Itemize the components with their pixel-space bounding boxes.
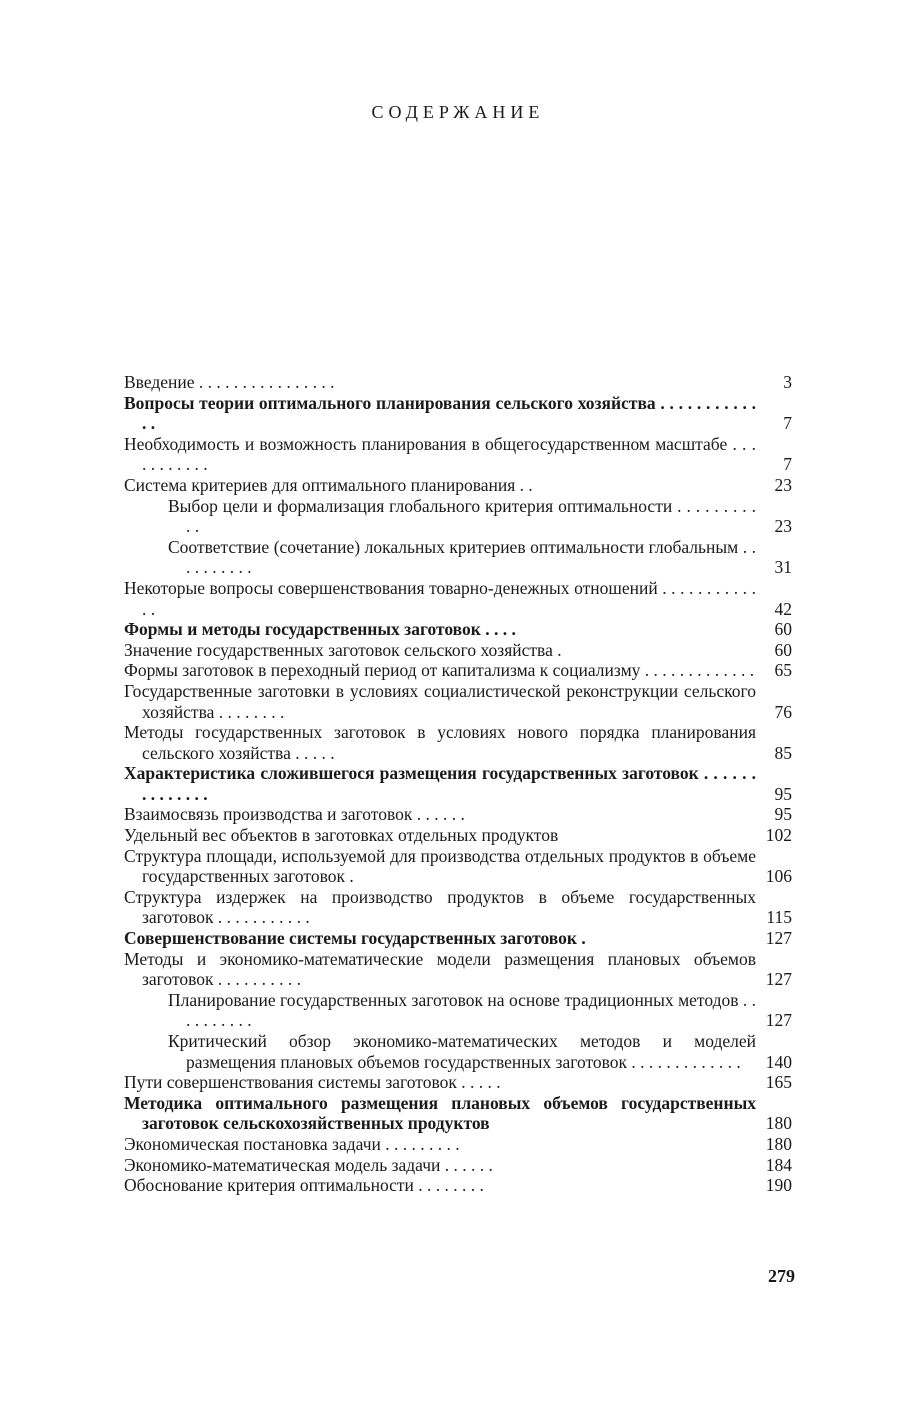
page-title: СОДЕРЖАНИЕ [371,102,545,122]
toc-entry-page: 140 [765,1051,792,1072]
toc-entry-title: Выбор цели и формализация глобального критерия оптимальности . . . . . . . . . . . [168,495,756,537]
toc-entry-title: Формы заготовок в переходный период от капитализма к социализму . . . . . . . . . . . . . [124,660,755,681]
toc-entry-page: 102 [765,825,792,846]
toc-entry-page: 85 [774,742,792,763]
toc-entry [124,887,792,928]
toc-entry-title: Методы и экономико-математические модели размещения плановых объемов заготовок . . . . . . . . . . [124,948,756,990]
toc-entry-title: Необходимость и возможность планирования в общегосударственном масштабе . . . . . . . . . . . [124,433,756,475]
toc-entry [124,1155,792,1176]
toc-entry-title: Совершенствование системы государственных заготовок . [124,928,586,949]
toc-entry [124,846,792,887]
toc-entry-page: 23 [774,474,792,495]
toc-entry [124,681,792,722]
toc-entry-title: Экономическая постановка задачи . . . . . . . . . [124,1133,460,1154]
toc-entry-title: Соответствие (сочетание) локальных критериев оптимальности глобальным . . . . . . . . . . [168,536,756,578]
toc-entry [124,1093,792,1134]
toc-entry-title: Государственные заготовки в условиях социалистической реконструкции сельского хозяйства . . . . . . . . [124,680,756,722]
toc-entry-title: Формы и методы государственных заготовок . . . . [124,619,516,640]
toc-entry [124,825,792,846]
toc-entry-page: 3 [783,372,792,392]
toc-entry-page: 60 [774,639,792,660]
toc-entry-title: Методы государственных заготовок в условиях нового порядка планирования сельского хозяйства . . . . . [124,722,756,763]
toc-entry [124,372,792,393]
toc-entry-page: 180 [765,1133,792,1154]
toc-entry-page: 65 [774,660,792,681]
toc-entry-page: 180 [765,1113,792,1134]
toc-entry-title: Некоторые вопросы совершенствования товарно-денежных отношений . . . . . . . . . . . . . [124,577,756,619]
toc-entry [124,434,792,475]
toc-entry-title: Значение государственных заготовок сельского хозяйства . [124,639,562,660]
toc-entry-title: Взаимосвязь производства и заготовок . . . . . . [124,804,465,825]
toc-entry-page: 76 [774,701,792,722]
toc-entry [124,990,792,1031]
toc-entry [124,1031,792,1072]
toc-entry-title: Удельный вес объектов в заготовках отдельных продуктов [124,825,559,846]
table-of-contents [124,372,792,1196]
toc-entry-title: Характеристика сложившегося размещения государственных заготовок . . . . . . . . . . . . . . [124,763,756,804]
toc-entry-page: 106 [765,866,792,887]
toc-entry [124,804,792,825]
toc-entry-page: 127 [765,1010,792,1031]
page-number: 279 [768,1266,795,1286]
toc-entry [124,393,792,434]
toc-entry-title: Критический обзор экономико-математических методов и моделей размещения плановых объемов государственных заготовок . . . . . . . . . . . . . [168,1031,756,1072]
toc-entry [124,578,792,619]
toc-entry [124,763,792,804]
toc-entry [124,949,792,990]
toc-entry-page: 60 [774,619,792,640]
toc-entry-title: Планирование государственных заготовок на основе традиционных методов . . . . . . . . . . [168,989,756,1031]
toc-entry-page: 95 [774,783,792,804]
toc-entry-title: Введение . . . . . . . . . . . . . . . . [124,372,335,392]
toc-entry-page: 23 [774,516,792,537]
toc-entry-title: Обоснование критерия оптимальности . . . . . . . . [124,1175,484,1196]
toc-entry-page: 184 [765,1154,792,1175]
toc-entry [124,1134,792,1155]
toc-entry-page: 165 [765,1072,792,1093]
toc-entry-page: 31 [774,557,792,578]
toc-entry [124,475,792,496]
toc-entry-page: 190 [765,1175,792,1196]
toc-entry [124,928,792,949]
toc-entry-page: 95 [774,804,792,825]
toc-entry [124,722,792,763]
toc-entry [124,1175,792,1196]
toc-entry-title: Вопросы теории оптимального планирования сельского хозяйства . . . . . . . . . . . . . [124,392,756,434]
toc-entry-page: 127 [765,928,792,949]
toc-entry [124,640,792,661]
toc-entry [124,619,792,640]
toc-entry-title: Структура площади, используемой для производства отдельных продуктов в объеме государственных заготовок . [124,845,756,887]
toc-entry-page: 42 [774,598,792,619]
toc-entry [124,496,792,537]
toc-entry-title: Система критериев для оптимального планирования . . [124,474,533,495]
toc-entry-title: Пути совершенствования системы заготовок . . . . . [124,1072,501,1093]
toc-entry [124,537,792,578]
toc-entry [124,660,792,681]
toc-entry-page: 7 [783,454,792,475]
toc-entry [124,1072,792,1093]
toc-entry-title: Методика оптимального размещения плановых объемов государственных заготовок сельскохозяйственных продуктов [124,1092,756,1134]
toc-entry-title: Структура издержек на производство продуктов в объеме государственных заготовок . . . . . . . . . . . [124,886,756,928]
toc-entry-page: 7 [783,413,792,434]
toc-entry-page: 127 [765,969,792,990]
toc-entry-title: Экономико-математическая модель задачи . . . . . . [124,1154,493,1175]
toc-entry-page: 115 [766,907,792,928]
